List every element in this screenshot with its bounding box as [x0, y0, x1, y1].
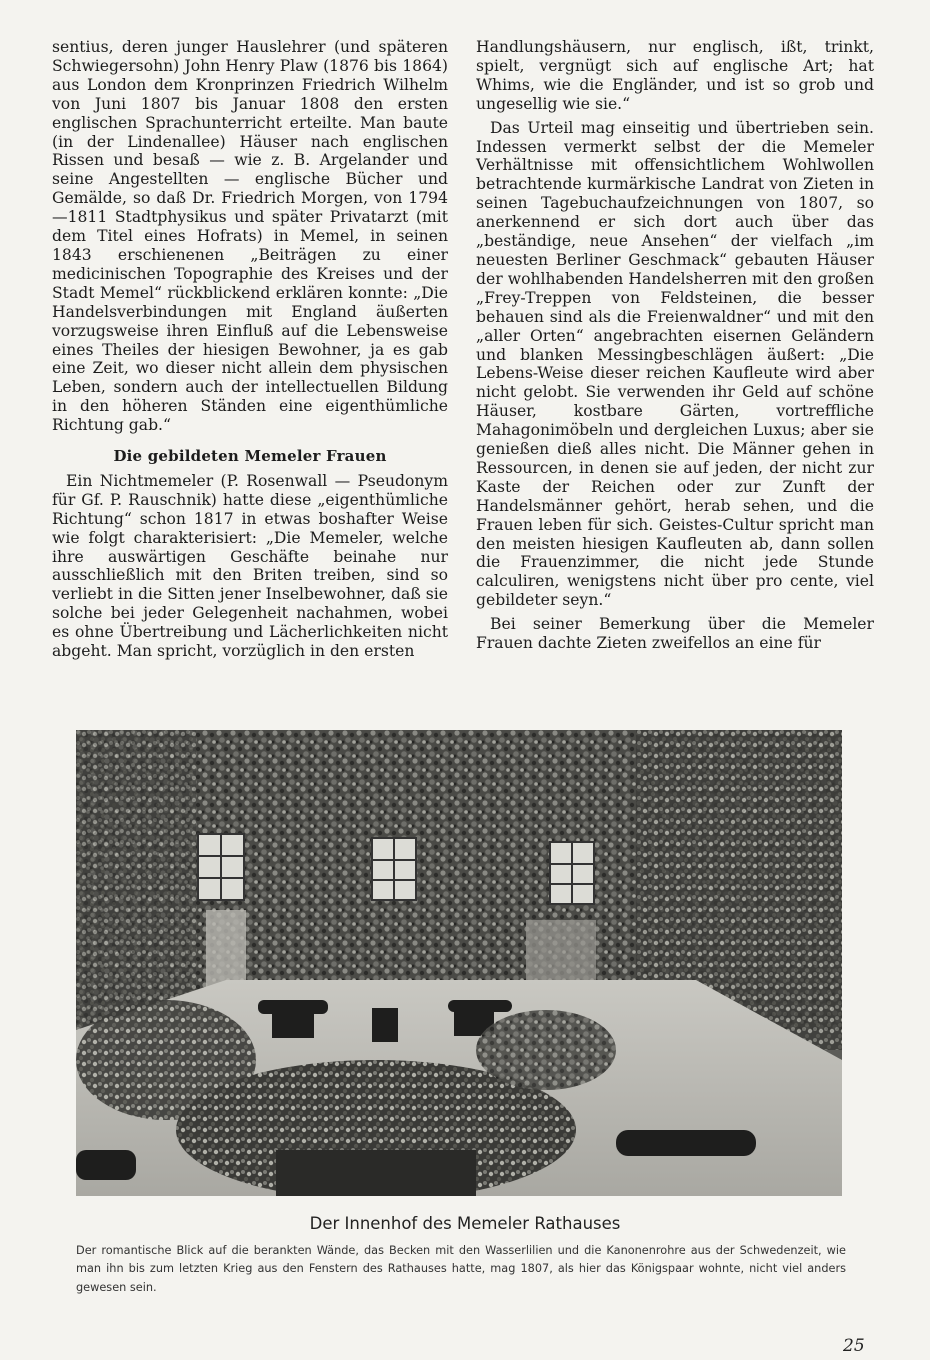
right-text-column — [476, 38, 874, 653]
page-number: 25 — [843, 1336, 865, 1356]
right-paragraph-3: Bei seiner Bemerkung über die Memeler Frauen dachte Zieten zweifellos an eine für — [476, 615, 874, 653]
right-paragraph-2: Das Urteil mag einseitig und übertrieben sein. Indessen vermerkt selbst der die Memeler Verhältnisse mit offensichtlichem Wohlwollen betrachtende kurmärkische Landrat von Zieten in seinen Tagebuchaufzeichnungen von 1807, so anerkennend er sich dort auch über das „beständige, neue Ansehen“ der vielfach „im neuesten Berliner Geschmack“ gebauten Häuser der wohlhabenden Handelsherren mit den großen „Frey-Treppen von Feldsteinen, die besser behauen sind als die Freienwaldner“ und mit den „aller Orten“ angebrachten eisernen Geländern und blanken Messingbeschlägen äußert: „Die Lebens-Weise dieser reichen Kaufleute wird aber nicht gelobt. Sie verwenden ihr Geld auf schöne Häuser, kostbare Gärten, vortreffliche Mahagonimöbeln und dergleichen Luxus; aber sie genießen dieß alles nicht. Die Männer gehen in Ressourcen, in denen sie auf jeden, der nicht zur Kaste der Reichen oder zur Zunft der Handelsmänner gehört, herab sehen, und die Frauen leben für sich. Geistes-Cultur spricht man den meisten hiesigen Kaufleuten ab, dann sollen die Frauenzimmer, die nicht jede Stunde calculiren, wenigstens nicht über pro cente, viel gebildeter seyn.“ — [476, 118, 874, 610]
right-paragraph-1: Handlungshäusern, nur englisch, ißt, trinkt, spielt, vergnügt sich auf englische Art; hat Whims, wie die Engländer, und ist so grob und ungesellig wie sie.“ — [476, 38, 874, 113]
section-heading: Die gebildeten Memeler Frauen — [113, 447, 387, 466]
left-paragraph-1: sentius, deren junger Hauslehrer (und späteren Schwiegersohn) John Henry Plaw (1876 bis 1864) aus London dem Kronprinzen Friedrich Wilhelm von Juni 1807 bis Januar 1808 den ersten englischen Sprachunterricht erteilte. Man baute (in der Lindenallee) Häuser nach englischen Rissen und besaß — wie z. B. Argelander und seine Angestellten — englische Bücher und Gemälde, so daß Dr. Friedrich Morgen, von 1794—1811 Stadtphysikus und später Privatarzt (mit dem Titel eines Hofrats) in Memel, in seinen 1843 erschienenen „Beiträgen zu einer medicinischen Topographie des Kreises und der Stadt Memel“ rückblickend erklären konnte: „Die Handelsverbindungen mit England äußerten vorzugsweise ihren Einfluß auf die Lebensweise eines Theiles der hiesigen Bewohner, ja es gab eine Zeit, wo dieser nicht allein dem physischen Leben, sondern auch der intellectuellen Bildung in den höheren Ständen eine eigenthümliche Richtung gab.“ — [52, 38, 448, 435]
figure-caption-text: Der romantische Blick auf die berankten Wände, das Becken mit den Wasserlilien und die Kanonenrohre aus der Schwedenzeit, wie man ihn bis zum letzten Krieg aus den Fenstern des Rathauses hatte, mag 1807, als hier das Königspaar wohnte, nicht viel anders gewesen sein. — [76, 1244, 846, 1294]
courtyard-photo — [76, 730, 842, 1196]
left-paragraph-2: Ein Nichtmemeler (P. Rosenwall — Pseudonym für Gf. P. Rauschnik) hatte diese „eigenthümliche Richtung“ schon 1817 in etwas boshafter Weise wie folgt charakterisiert: „Die Memeler, welche ihre auswärtigen Geschäfte beinahe nur ausschließlich mit den Briten treiben, sind so verliebt in die Sitten jener Inselbewohner, daß sie solche bei jeder Gelegenheit nachahmen, wobei es ohne Übertreibung und Lächerlichkeiten nicht abgeht. Man spricht, vorzüglich in den ersten — [52, 471, 448, 661]
left-text-column — [52, 38, 448, 661]
figure-caption-title: Der Innenhof des Memeler Rathauses — [309, 1214, 621, 1233]
